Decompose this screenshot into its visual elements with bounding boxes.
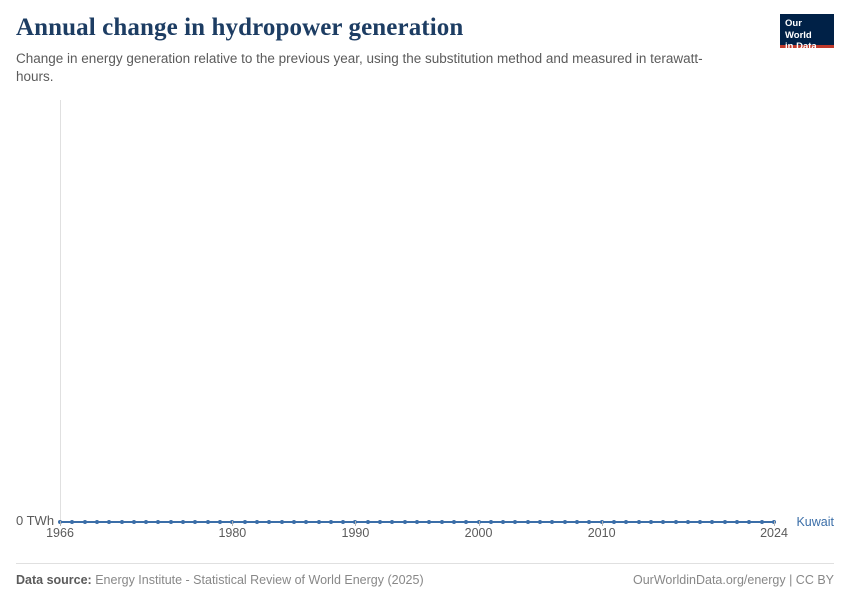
data-point bbox=[83, 520, 87, 524]
data-source-label: Data source: bbox=[16, 573, 92, 587]
data-point bbox=[735, 520, 739, 524]
data-point bbox=[329, 520, 333, 524]
data-point bbox=[612, 520, 616, 524]
data-point bbox=[378, 520, 382, 524]
data-point bbox=[526, 520, 530, 524]
plot-area[interactable] bbox=[16, 100, 834, 556]
data-point bbox=[661, 520, 665, 524]
x-axis-ticks bbox=[46, 526, 788, 544]
data-point bbox=[95, 520, 99, 524]
data-point bbox=[255, 520, 259, 524]
data-point bbox=[144, 520, 148, 524]
data-point bbox=[341, 520, 345, 524]
series-label-kuwait[interactable]: Kuwait bbox=[796, 515, 834, 529]
data-point bbox=[624, 520, 628, 524]
data-point bbox=[452, 520, 456, 524]
data-point bbox=[304, 520, 308, 524]
data-point bbox=[70, 520, 74, 524]
x-tick-label: 2000 bbox=[464, 526, 493, 540]
x-tick-label: 1966 bbox=[46, 526, 74, 540]
data-point bbox=[464, 520, 468, 524]
data-point bbox=[243, 520, 247, 524]
x-tick-label: 1980 bbox=[218, 526, 247, 540]
data-point bbox=[723, 520, 727, 524]
data-point bbox=[710, 520, 714, 524]
x-tick-label: 2010 bbox=[587, 526, 616, 540]
data-point bbox=[563, 520, 567, 524]
data-point bbox=[132, 520, 136, 524]
owid-logo-line1: Our World bbox=[785, 18, 812, 41]
data-point bbox=[107, 520, 111, 524]
y-axis-line bbox=[60, 100, 61, 522]
page-title: Annual change in hydropower generation bbox=[16, 14, 464, 41]
data-source-text: Energy Institute - Statistical Review of World Energy (2025) bbox=[95, 573, 424, 587]
data-point bbox=[427, 520, 431, 524]
owid-logo[interactable] bbox=[780, 14, 834, 52]
data-point bbox=[120, 520, 124, 524]
x-tick-label: 1990 bbox=[341, 526, 370, 540]
series-markers bbox=[60, 519, 774, 526]
data-point bbox=[513, 520, 517, 524]
data-point bbox=[280, 520, 284, 524]
data-point bbox=[169, 520, 173, 524]
data-point bbox=[390, 520, 394, 524]
data-point bbox=[550, 520, 554, 524]
data-point bbox=[760, 520, 764, 524]
data-point bbox=[698, 520, 702, 524]
data-point bbox=[489, 520, 493, 524]
chart-subtitle: Change in energy generation relative to the previous year, using the substitution method and measured in terawatt-hours. bbox=[16, 50, 703, 84]
data-point bbox=[575, 520, 579, 524]
data-point bbox=[686, 520, 690, 524]
data-point bbox=[218, 520, 222, 524]
data-point bbox=[156, 520, 160, 524]
data-point bbox=[501, 520, 505, 524]
data-point bbox=[317, 520, 321, 524]
data-point bbox=[403, 520, 407, 524]
data-point bbox=[415, 520, 419, 524]
data-point bbox=[181, 520, 185, 524]
data-point bbox=[538, 520, 542, 524]
license-text[interactable]: OurWorldinData.org/energy | CC BY bbox=[632, 573, 834, 587]
data-point bbox=[206, 520, 210, 524]
data-point bbox=[440, 520, 444, 524]
data-source bbox=[16, 573, 424, 587]
y-axis-tick-label: 0 TWh bbox=[16, 513, 55, 528]
data-point bbox=[747, 520, 751, 524]
chart-header bbox=[16, 14, 834, 86]
data-point bbox=[193, 520, 197, 524]
chart-footer bbox=[16, 563, 834, 587]
data-point bbox=[292, 520, 296, 524]
data-point bbox=[267, 520, 271, 524]
x-tick-label: 2024 bbox=[760, 526, 788, 540]
data-point bbox=[674, 520, 678, 524]
data-point bbox=[637, 520, 641, 524]
data-point bbox=[649, 520, 653, 524]
data-point bbox=[587, 520, 591, 524]
data-point bbox=[366, 520, 370, 524]
owid-logo-line2: in Data bbox=[785, 41, 817, 52]
